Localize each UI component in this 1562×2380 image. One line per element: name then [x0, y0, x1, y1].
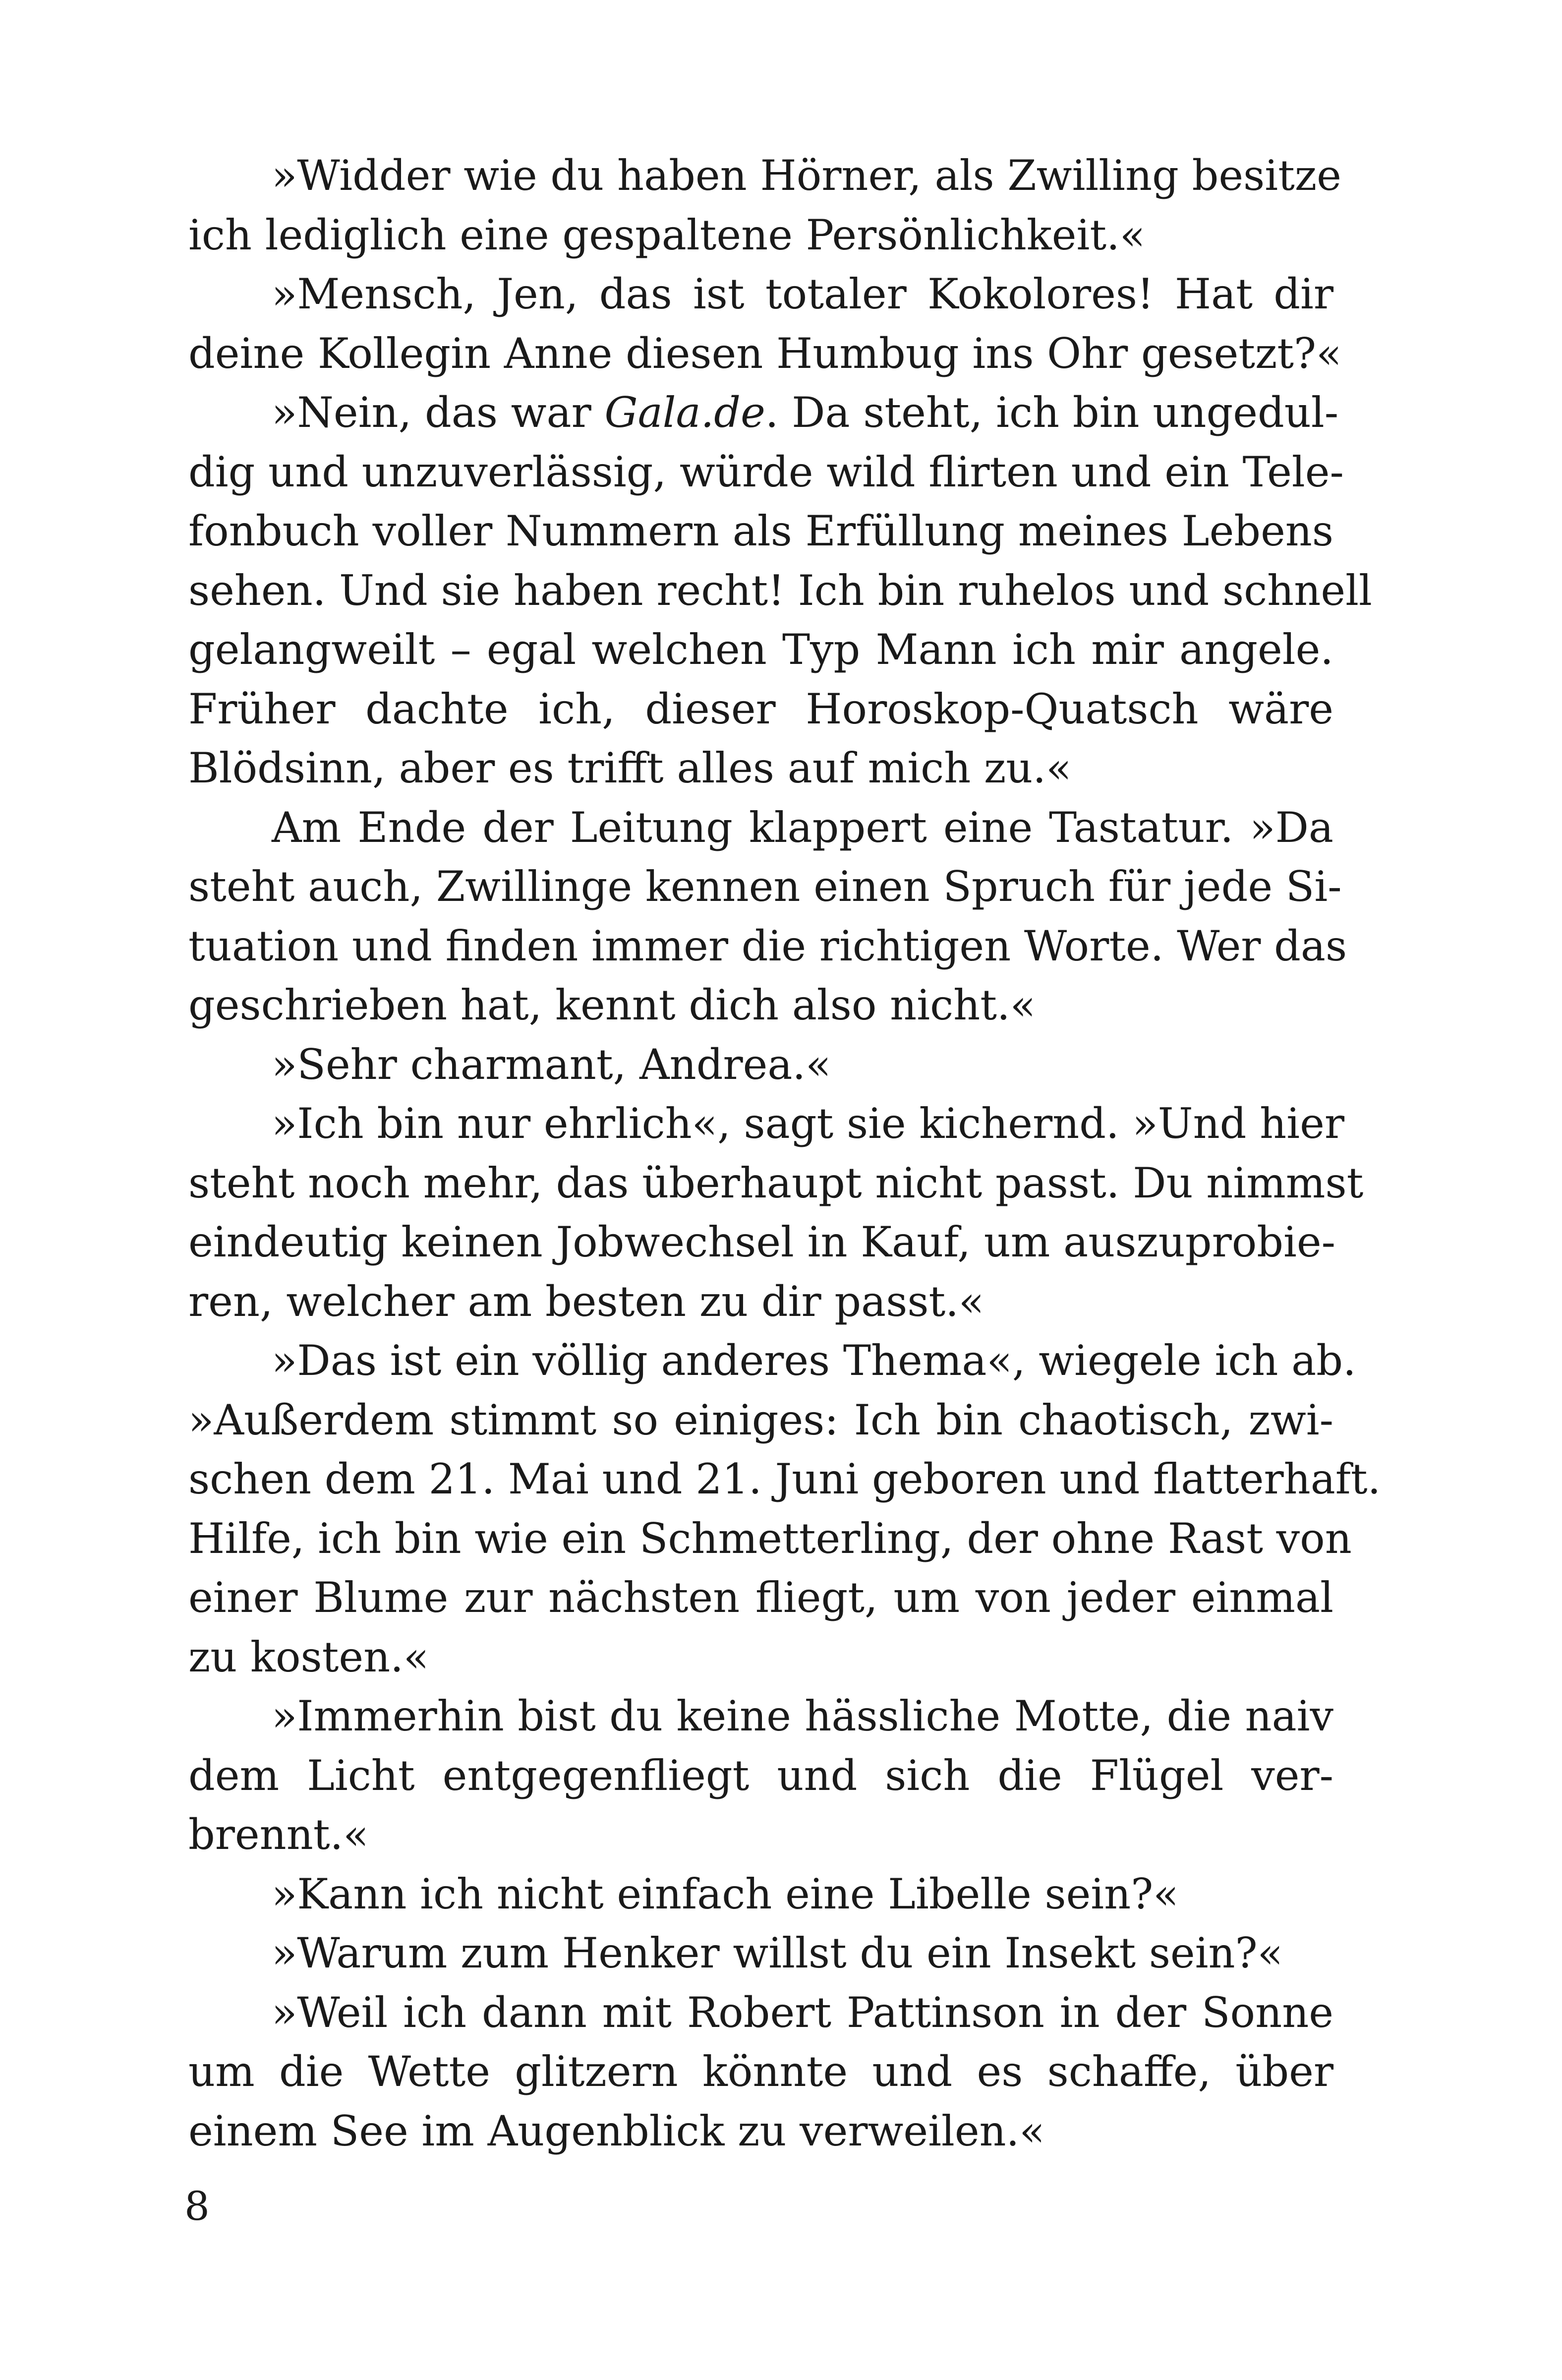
body-text	[188, 146, 1381, 2161]
text-line: schen dem 21. Mai und 21. Juni geboren und flatterhaft.	[188, 1455, 1381, 1503]
text-line: »Weil ich dann mit Robert Pattinson in der Sonne	[272, 1988, 1333, 2037]
text-line: gelangweilt – egal welchen Typ Mann ich mir angele.	[188, 625, 1333, 674]
text-line: »Ich bin nur ehrlich«, sagt sie kichernd. »Und hier	[272, 1099, 1344, 1148]
text-line: Blödsinn, aber es trifft alles auf mich zu.«	[188, 744, 1072, 792]
text-line: tuation und finden immer die richtigen Worte. Wer das	[188, 921, 1347, 970]
text-line: dig und unzuverlässig, würde wild flirten und ein Tele-	[188, 447, 1344, 496]
text-line: ren, welcher am besten zu dir passt.«	[188, 1277, 984, 1326]
text-line: »Kann ich nicht einfach eine Libelle sein?«	[272, 1869, 1179, 1918]
text-line: einem See im Augenblick zu verweilen.«	[188, 2106, 1045, 2155]
text-line: sehen. Und sie haben recht! Ich bin ruhelos und schnell	[188, 566, 1372, 615]
text-line: »Warum zum Henker willst du ein Insekt sein?«	[272, 1929, 1283, 1977]
text-line: steht auch, Zwillinge kennen einen Spruch für jede Si-	[188, 862, 1342, 911]
text-line: »Mensch, Jen, das ist totaler Kokolores! Hat dir	[272, 270, 1333, 318]
text-line: »Sehr charmant, Andrea.«	[272, 1040, 831, 1089]
text-line: »Immerhin bist du keine hässliche Motte, die naiv	[272, 1692, 1333, 1740]
text-line: eindeutig keinen Jobwechsel in Kauf, um auszuprobie-	[188, 1218, 1336, 1266]
text-line: brennt.«	[188, 1810, 369, 1859]
text-line: Am Ende der Leitung klappert eine Tastatur. »Da	[272, 803, 1333, 852]
text-line: Früher dachte ich, dieser Horoskop-Quatsch wäre	[188, 684, 1333, 733]
italic-site-name: Gala.de	[604, 388, 765, 437]
text-line: geschrieben hat, kennt dich also nicht.«	[188, 981, 1036, 1029]
text-line: einer Blume zur nächsten fliegt, um von jeder einmal	[188, 1573, 1333, 1622]
text-line: fonbuch voller Nummern als Erfüllung meines Lebens	[188, 507, 1333, 555]
text-line: um die Wette glitzern könnte und es schaffe, über	[188, 2047, 1333, 2096]
text-line: dem Licht entgegenfliegt und sich die Flügel ver-	[188, 1751, 1333, 1800]
page-number: 8	[184, 2183, 210, 2229]
text-line: »Das ist ein völlig anderes Thema«, wiegele ich ab.	[272, 1336, 1356, 1385]
text-line: zu kosten.«	[188, 1632, 429, 1681]
text-line: »Widder wie du haben Hörner, als Zwilling besitze	[272, 151, 1341, 200]
text-line: »Nein, das war Gala.de. Da steht, ich bin ungedul-	[272, 388, 1339, 437]
text-line: »Außerdem stimmt so einiges: Ich bin chaotisch, zwi-	[188, 1395, 1333, 1444]
text-line: steht noch mehr, das überhaupt nicht passt. Du nimmst	[188, 1158, 1364, 1207]
text-line: deine Kollegin Anne diesen Humbug ins Ohr gesetzt?«	[188, 329, 1342, 378]
text-line: Hilfe, ich bin wie ein Schmetterling, der ohne Rast von	[188, 1514, 1352, 1563]
text-line: ich lediglich eine gespaltene Persönlichkeit.«	[188, 210, 1146, 259]
